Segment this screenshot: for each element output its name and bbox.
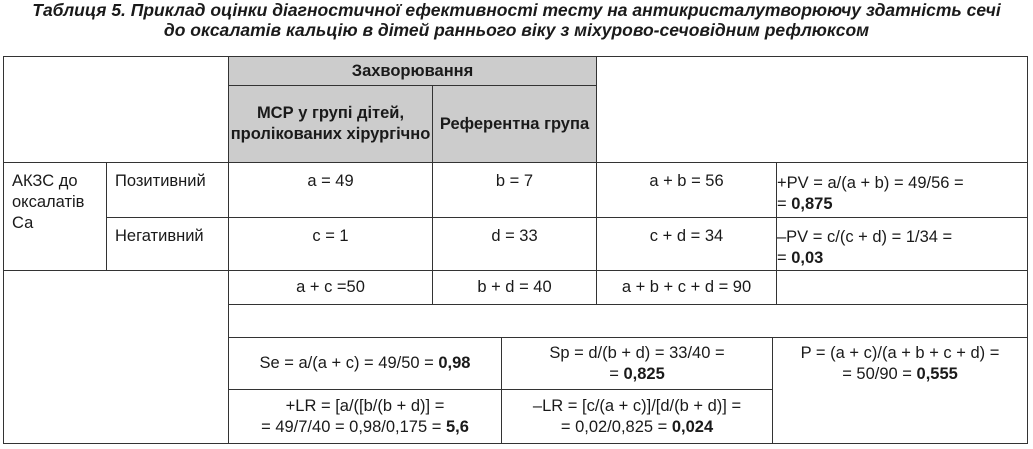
- lrp-text: = 49/7/40 = 0,98/0,175 =: [261, 417, 446, 436]
- table-caption: [0, 0, 1033, 40]
- column-header-reference: Референтна група: [432, 85, 596, 162]
- npv-equals: =: [777, 249, 792, 267]
- ppv-value: 0,875: [791, 195, 833, 213]
- cell-c-plus-d: c + d = 34: [596, 217, 776, 270]
- empty-top-left-cell: [3, 56, 228, 162]
- row-label-negative: Негативний: [106, 217, 228, 270]
- caption-line-1: Таблиця 5. Приклад оцінки діагностичної ефективності тесту на антикристалутворюючу здатність сечі: [32, 0, 1001, 20]
- p-text: = 50/90 =: [842, 364, 917, 383]
- caption-line-2: до оксалатів кальцію в дітей раннього віку з міхурово-сечовідним рефлюксом: [163, 20, 870, 40]
- p-result: [842, 364, 958, 385]
- column-header-surgical: МСР у групі дітей, пролікованих хірургічно: [228, 85, 432, 162]
- ppv-result: [777, 194, 833, 215]
- sp-result: [609, 364, 665, 385]
- lrn-value: 0,024: [671, 417, 714, 436]
- sp-equals: =: [609, 364, 624, 383]
- p-formula: P = (a + c)/(a + b + c + d) =: [800, 343, 1000, 362]
- lrp-formula: +LR = [a/([b/(b + d)] =: [285, 396, 445, 415]
- lrn-result: [561, 417, 713, 438]
- cell-b-plus-d: b + d = 40: [432, 270, 596, 304]
- lrn-text: = 0,02/0,825 =: [560, 417, 672, 436]
- empty-total-right-cell: [776, 270, 1028, 304]
- cell-c: c = 1: [228, 217, 432, 270]
- cell-prevalence: [772, 337, 1028, 389]
- empty-bottom-right-cell: [772, 389, 1028, 444]
- cell-a-plus-b: a + b = 56: [596, 162, 776, 217]
- cell-a: a = 49: [228, 162, 432, 217]
- sp-value: 0,825: [623, 364, 665, 383]
- cell-negative-predictive-value: [776, 217, 1028, 270]
- ppv-formula: +PV = a/(a + b) = 49/56 =: [777, 174, 964, 192]
- npv-formula: –PV = c/(c + d) = 1/34 =: [777, 228, 953, 246]
- se-value: 0,98: [438, 354, 471, 372]
- ppv-equals: =: [777, 195, 792, 213]
- cell-specificity: [501, 337, 772, 389]
- cell-sensitivity: [228, 337, 501, 389]
- cell-b: b = 7: [432, 162, 596, 217]
- npv-value: 0,03: [791, 249, 824, 267]
- se-formula: [260, 353, 471, 374]
- cell-total: a + b + c + d = 90: [596, 270, 776, 304]
- row-header-test: АКЗС до оксалатів Са: [3, 162, 106, 270]
- cell-d: d = 33: [432, 217, 596, 270]
- se-text: Se = a/(a + c) = 49/50 =: [259, 354, 439, 372]
- cell-a-plus-c: a + c =50: [228, 270, 432, 304]
- cell-negative-likelihood-ratio: [501, 389, 772, 444]
- row-label-positive: Позитивний: [106, 162, 228, 217]
- cell-positive-likelihood-ratio: [228, 389, 501, 444]
- empty-spacer-row: [228, 304, 1028, 337]
- group-header: Захворювання: [228, 56, 596, 85]
- empty-bottom-left-cell: [3, 270, 228, 444]
- lrp-value: 5,6: [445, 417, 469, 436]
- lrn-formula: –LR = [c/(a + c)]/[d/(b + d)] =: [532, 396, 742, 415]
- p-value: 0,555: [916, 364, 958, 383]
- sp-formula: Sp = d/(b + d) = 33/40 =: [549, 343, 725, 362]
- npv-result: [777, 248, 823, 269]
- empty-top-right-cell: [596, 56, 1028, 162]
- cell-positive-predictive-value: [776, 162, 1028, 217]
- lrp-result: [261, 417, 469, 438]
